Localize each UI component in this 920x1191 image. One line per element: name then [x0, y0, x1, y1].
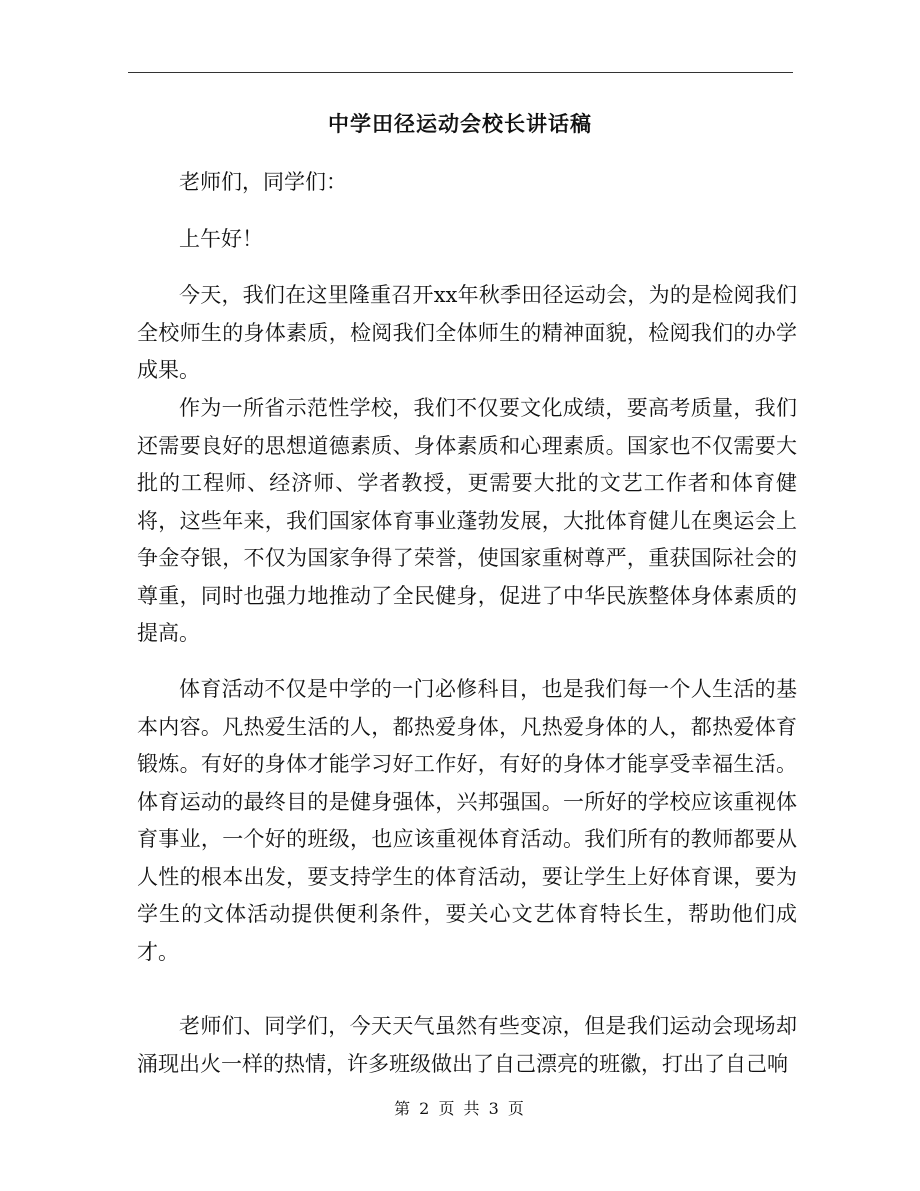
body-paragraph-3: 体育活动不仅是中学的一门必修科目，也是我们每一个人生活的基本内容。凡热爱生活的人，都热爱身体，凡热爱身体的人，都热爱体育锻炼。有好的身体才能学习好工作好，有好的身体才能享受幸福生活。体育运动的最终目的是健身强体，兴邦强国。一所好的学校应该重视体育事业，一个好的班级，也应该重视体育活动。我们所有的教师都要从人性的根本出发，要支持学生的体育活动，要让学生上好体育课，要为学生的文体活动提供便利条件，要关心文艺体育特长生，帮助他们成才。: [137, 677, 797, 964]
body-paragraph-4: 老师们、同学们，今天天气虽然有些变凉，但是我们运动会现场却涌现出火一样的热情，许多班级做出了自己漂亮的班徽，打出了自己响: [137, 1014, 797, 1076]
good-morning-paragraph: 上午好！: [179, 227, 263, 251]
greeting-paragraph: 老师们，同学们：: [179, 170, 347, 194]
body-paragraph-1: 今天，我们在这里隆重召开xx年秋季田径运动会，为的是检阅我们全校师生的身体素质，检阅我们全体师生的精神面貌，检阅我们的办学成果。: [137, 283, 797, 382]
body-paragraph-2: 作为一所省示范性学校，我们不仅要文化成绩，要高考质量，我们还需要良好的思想道德素质、身体素质和心理素质。国家也不仅需要大批的工程师、经济师、学者教授，更需要大批的文艺工作者和体育健将，这些年来，我们国家体育事业蓬勃发展，大批体育健儿在奥运会上争金夺银，不仅为国家争得了荣誉，使国家重树尊严，重获国际社会的尊重，同时也强力地推动了全民健身，促进了中华民族整体身体素质的提高。: [137, 396, 797, 645]
header-rule: [128, 72, 793, 73]
page-number: 第 2 页 共 3 页: [394, 1099, 526, 1118]
document-title: 中学田径运动会校长讲话稿: [328, 111, 592, 136]
